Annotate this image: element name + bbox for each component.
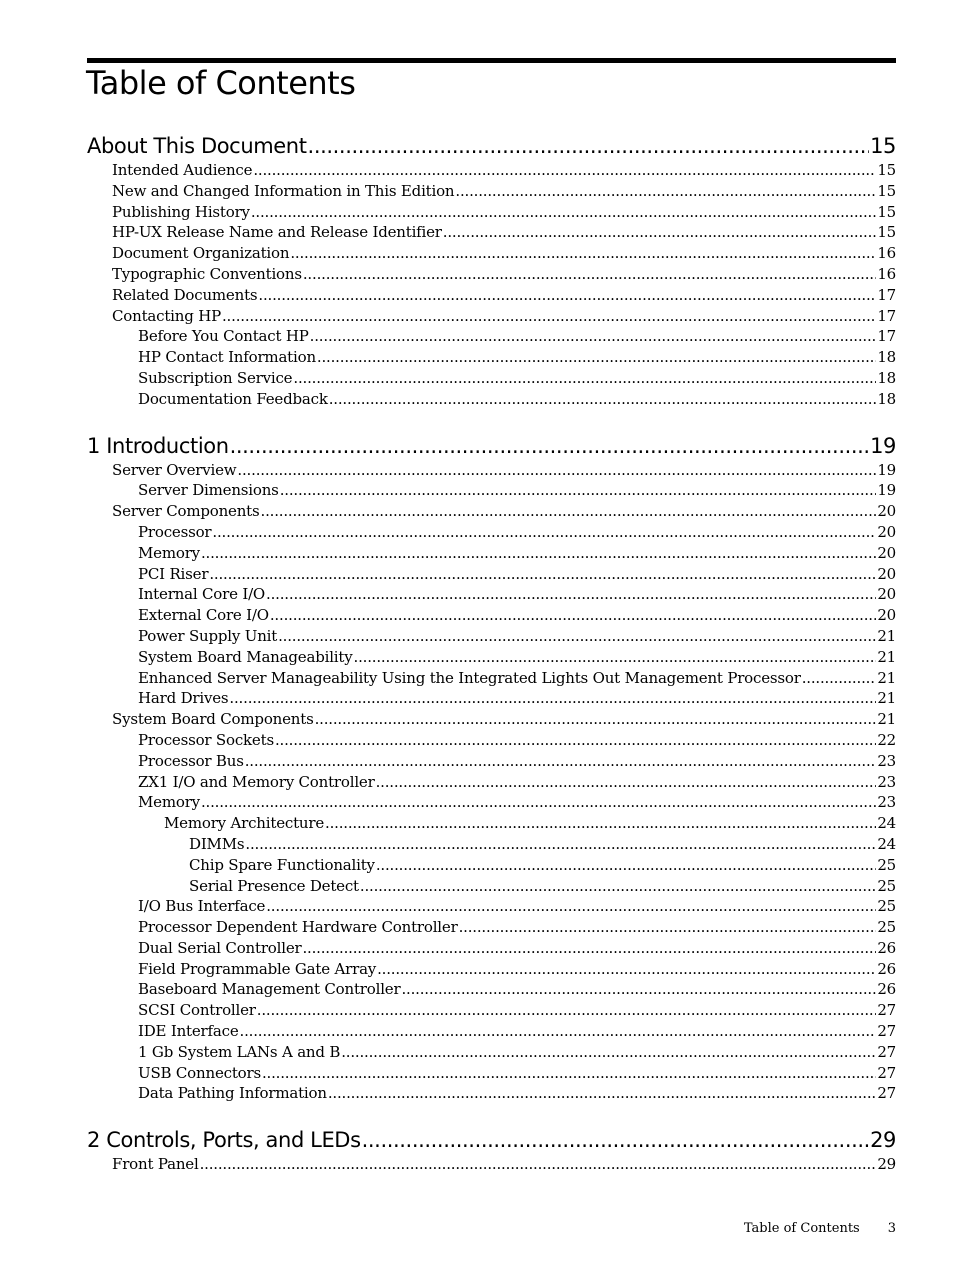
toc-entry[interactable] xyxy=(87,222,896,243)
toc-entry-page: 15 xyxy=(877,202,896,221)
toc-entry-title: Processor Dependent Hardware Controller xyxy=(138,918,458,937)
toc-entry[interactable] xyxy=(87,1083,896,1104)
toc-entry[interactable] xyxy=(87,326,896,347)
toc-entry[interactable] xyxy=(87,564,896,585)
toc-entry-page: 18 xyxy=(877,348,896,367)
toc-entry-page: 24 xyxy=(877,814,896,833)
toc-entry-title: Server Dimensions xyxy=(138,481,279,500)
toc-entry[interactable] xyxy=(87,668,896,689)
toc-entry-page: 17 xyxy=(877,285,896,304)
toc-chapter-entry[interactable] xyxy=(87,1126,896,1154)
toc-entry-page: 21 xyxy=(877,647,896,666)
toc-entry-title: 1 Introduction xyxy=(87,433,229,458)
toc-entry-page: 22 xyxy=(877,730,896,749)
dot-leader xyxy=(455,181,876,202)
toc-entry-page: 21 xyxy=(877,626,896,645)
toc-entry[interactable] xyxy=(87,480,896,501)
toc-entry[interactable] xyxy=(87,543,896,564)
dot-leader xyxy=(293,368,876,389)
toc-entry-title: ZX1 I/O and Memory Controller xyxy=(138,772,375,791)
dot-leader xyxy=(362,1126,869,1154)
toc-entry-page: 21 xyxy=(877,710,896,729)
dot-leader xyxy=(377,959,876,980)
toc-entry[interactable] xyxy=(87,876,896,897)
toc-entry-title: Hard Drives xyxy=(138,689,229,708)
toc-entry-title: I/O Bus Interface xyxy=(138,897,266,916)
toc-entry-page: 21 xyxy=(877,689,896,708)
dot-leader xyxy=(459,917,877,938)
toc-entry-page: 19 xyxy=(877,481,896,500)
toc-chapter-entry[interactable] xyxy=(87,132,896,160)
toc-entry-page: 20 xyxy=(877,585,896,604)
toc-entry-title: HP Contact Information xyxy=(138,348,316,367)
dot-leader xyxy=(201,543,876,564)
dot-leader xyxy=(261,501,877,522)
toc-entry-page: 20 xyxy=(877,502,896,521)
toc-entry-title: Typographic Conventions xyxy=(112,264,302,283)
dot-leader xyxy=(376,855,876,876)
dot-leader xyxy=(310,326,877,347)
toc-entry[interactable] xyxy=(87,584,896,605)
dot-leader xyxy=(302,938,876,959)
toc-entry-page: 25 xyxy=(877,918,896,937)
toc-entry-page: 20 xyxy=(877,543,896,562)
top-rule xyxy=(87,58,896,63)
toc-entry[interactable] xyxy=(87,730,896,751)
dot-leader xyxy=(245,834,876,855)
dot-leader xyxy=(253,160,876,181)
dot-leader xyxy=(308,132,870,160)
dot-leader xyxy=(230,432,869,460)
toc-entry-title: Related Documents xyxy=(112,285,258,304)
dot-leader xyxy=(258,285,876,306)
dot-leader xyxy=(280,480,877,501)
dot-leader xyxy=(360,876,876,897)
dot-leader xyxy=(443,222,877,243)
toc-entry-title: Before You Contact HP xyxy=(138,327,309,346)
dot-leader xyxy=(222,306,876,327)
toc-entry-page: 19 xyxy=(870,433,896,458)
toc-entry[interactable] xyxy=(87,1154,896,1175)
toc-entry[interactable] xyxy=(87,460,896,481)
toc-entry-page: 27 xyxy=(877,1084,896,1103)
toc-entry-title: Intended Audience xyxy=(112,161,253,179)
toc-entry[interactable] xyxy=(87,243,896,264)
toc-entry[interactable] xyxy=(87,522,896,543)
dot-leader xyxy=(266,584,876,605)
toc-entry[interactable] xyxy=(87,917,896,938)
toc-entry[interactable] xyxy=(87,285,896,306)
toc-entry-page: 26 xyxy=(877,959,896,978)
toc-entry-title: 2 Controls, Ports, and LEDs xyxy=(87,1128,361,1153)
table-of-contents xyxy=(87,132,896,1175)
toc-entry[interactable] xyxy=(87,181,896,202)
dot-leader xyxy=(401,979,876,1000)
dot-leader xyxy=(200,1154,877,1175)
toc-entry-page: 15 xyxy=(870,134,896,158)
toc-entry-page: 16 xyxy=(877,264,896,283)
toc-chapter-entry[interactable] xyxy=(87,432,896,460)
toc-entry-title: Processor Bus xyxy=(138,751,244,770)
toc-entry-title: Server Components xyxy=(112,502,260,521)
dot-leader xyxy=(257,1000,877,1021)
page-footer xyxy=(744,1221,896,1236)
toc-entry-title: External Core I/O xyxy=(138,606,269,625)
toc-entry-page: 20 xyxy=(877,606,896,625)
toc-entry-page: 15 xyxy=(877,161,896,179)
toc-entry-title: HP-UX Release Name and Release Identifier xyxy=(112,223,442,242)
toc-entry-title: SCSI Controller xyxy=(138,1001,256,1020)
toc-entry[interactable] xyxy=(87,979,896,1000)
toc-entry-page: 18 xyxy=(877,368,896,387)
dot-leader xyxy=(270,605,876,626)
toc-entry[interactable] xyxy=(87,264,896,285)
toc-entry-page: 17 xyxy=(877,306,896,325)
dot-leader xyxy=(376,772,877,793)
toc-entry[interactable] xyxy=(87,751,896,772)
dot-leader xyxy=(317,347,876,368)
toc-entry-page: 20 xyxy=(877,522,896,541)
dot-leader xyxy=(290,243,876,264)
dot-leader xyxy=(325,813,876,834)
dot-leader xyxy=(212,522,876,543)
toc-entry-title: Memory xyxy=(138,543,200,562)
toc-entry-title: Publishing History xyxy=(112,202,250,221)
toc-entry[interactable] xyxy=(87,1021,896,1042)
toc-entry[interactable] xyxy=(87,202,896,223)
toc-entry-title: Power Supply Unit xyxy=(138,626,278,645)
toc-entry-title: 1 Gb System LANs A and B xyxy=(138,1042,341,1061)
toc-entry[interactable] xyxy=(87,1063,896,1084)
toc-entry[interactable] xyxy=(87,813,896,834)
toc-entry-page: 29 xyxy=(877,1155,896,1174)
dot-leader xyxy=(275,730,876,751)
toc-entry-title: Memory Architecture xyxy=(164,814,325,833)
toc-entry-title: About This Document xyxy=(87,134,307,158)
dot-leader xyxy=(240,1021,877,1042)
toc-entry-title: Subscription Service xyxy=(138,368,293,387)
toc-entry-page: 17 xyxy=(877,327,896,346)
toc-entry-page: 29 xyxy=(870,1128,896,1153)
toc-entry-title: Contacting HP xyxy=(112,306,221,325)
toc-entry-page: 26 xyxy=(877,938,896,957)
toc-entry-title: Enhanced Server Manageability Using the Integrated Lights Out Management Processor xyxy=(138,668,801,687)
toc-entry-page: 23 xyxy=(877,772,896,791)
toc-entry[interactable] xyxy=(87,626,896,647)
toc-entry-page: 27 xyxy=(877,1022,896,1041)
dot-leader xyxy=(341,1042,876,1063)
dot-leader xyxy=(802,668,877,689)
toc-entry-page: 26 xyxy=(877,980,896,999)
toc-entry-title: Internal Core I/O xyxy=(138,585,266,604)
dot-leader xyxy=(209,564,876,585)
toc-entry[interactable] xyxy=(87,605,896,626)
toc-entry-title: PCI Riser xyxy=(138,564,209,583)
toc-entry-title: USB Connectors xyxy=(138,1063,261,1082)
toc-entry[interactable] xyxy=(87,772,896,793)
toc-entry-page: 16 xyxy=(877,244,896,263)
toc-entry-page: 23 xyxy=(877,751,896,770)
toc-entry[interactable] xyxy=(87,855,896,876)
toc-entry-page: 23 xyxy=(877,793,896,812)
toc-entry-page: 25 xyxy=(877,855,896,874)
page-number: 3 xyxy=(887,1221,896,1236)
footer-label: Table of Contents xyxy=(743,1221,860,1236)
dot-leader xyxy=(251,202,876,223)
toc-entry-page: 27 xyxy=(877,1063,896,1082)
toc-entry-title: Processor Sockets xyxy=(138,730,274,749)
toc-entry[interactable] xyxy=(87,389,896,410)
dot-leader xyxy=(262,1063,876,1084)
dot-leader xyxy=(278,626,876,647)
toc-entry[interactable] xyxy=(87,688,896,709)
toc-entry-title: Memory xyxy=(138,793,200,812)
toc-entry-title: Front Panel xyxy=(112,1155,199,1174)
dot-leader xyxy=(266,896,876,917)
toc-entry-title: Server Overview xyxy=(112,460,237,479)
toc-entry-page: 25 xyxy=(877,897,896,916)
toc-entry[interactable] xyxy=(87,896,896,917)
toc-entry-title: Chip Spare Functionality xyxy=(189,855,375,874)
toc-entry-title: Field Programmable Gate Array xyxy=(138,959,377,978)
toc-entry-page: 27 xyxy=(877,1001,896,1020)
toc-entry[interactable] xyxy=(87,647,896,668)
toc-entry-title: Dual Serial Controller xyxy=(138,938,302,957)
toc-entry-title: System Board Components xyxy=(112,710,314,729)
toc-entry-page: 21 xyxy=(877,668,896,687)
toc-entry-title: Documentation Feedback xyxy=(138,389,328,408)
toc-entry-title: System Board Manageability xyxy=(138,647,353,666)
toc-entry-page: 20 xyxy=(877,564,896,583)
toc-entry-title: Serial Presence Detect xyxy=(189,876,359,895)
dot-leader xyxy=(237,460,876,481)
toc-entry-page: 15 xyxy=(877,223,896,242)
toc-entry[interactable] xyxy=(87,160,896,181)
toc-entry[interactable] xyxy=(87,709,896,730)
toc-entry-page: 24 xyxy=(877,834,896,853)
toc-entry-title: Document Organization xyxy=(112,244,290,263)
toc-entry-page: 19 xyxy=(877,460,896,479)
toc-entry-page: 27 xyxy=(877,1042,896,1061)
toc-entry[interactable] xyxy=(87,368,896,389)
toc-entry-title: IDE Interface xyxy=(138,1022,239,1041)
toc-entry[interactable] xyxy=(87,501,896,522)
toc-entry[interactable] xyxy=(87,1000,896,1021)
toc-entry[interactable] xyxy=(87,1042,896,1063)
toc-entry[interactable] xyxy=(87,792,896,813)
toc-entry[interactable] xyxy=(87,938,896,959)
dot-leader xyxy=(329,389,877,410)
dot-leader xyxy=(303,264,876,285)
page-title: Table of Contents xyxy=(86,64,356,102)
toc-entry-page: 18 xyxy=(877,389,896,408)
dot-leader xyxy=(315,709,877,730)
toc-entry-title: New and Changed Information in This Edition xyxy=(112,181,455,200)
toc-entry[interactable] xyxy=(87,834,896,855)
toc-entry-page: 15 xyxy=(877,181,896,200)
toc-entry-title: DIMMs xyxy=(189,834,245,853)
toc-entry[interactable] xyxy=(87,347,896,368)
dot-leader xyxy=(229,688,876,709)
dot-leader xyxy=(328,1083,877,1104)
dot-leader xyxy=(354,647,877,668)
toc-entry-page: 25 xyxy=(877,876,896,895)
toc-entry-title: Baseboard Management Controller xyxy=(138,980,401,999)
toc-entry-title: Processor xyxy=(138,522,212,541)
dot-leader xyxy=(201,792,876,813)
toc-entry[interactable] xyxy=(87,306,896,327)
dot-leader xyxy=(245,751,877,772)
toc-entry[interactable] xyxy=(87,959,896,980)
toc-entry-title: Data Pathing Information xyxy=(138,1084,327,1103)
